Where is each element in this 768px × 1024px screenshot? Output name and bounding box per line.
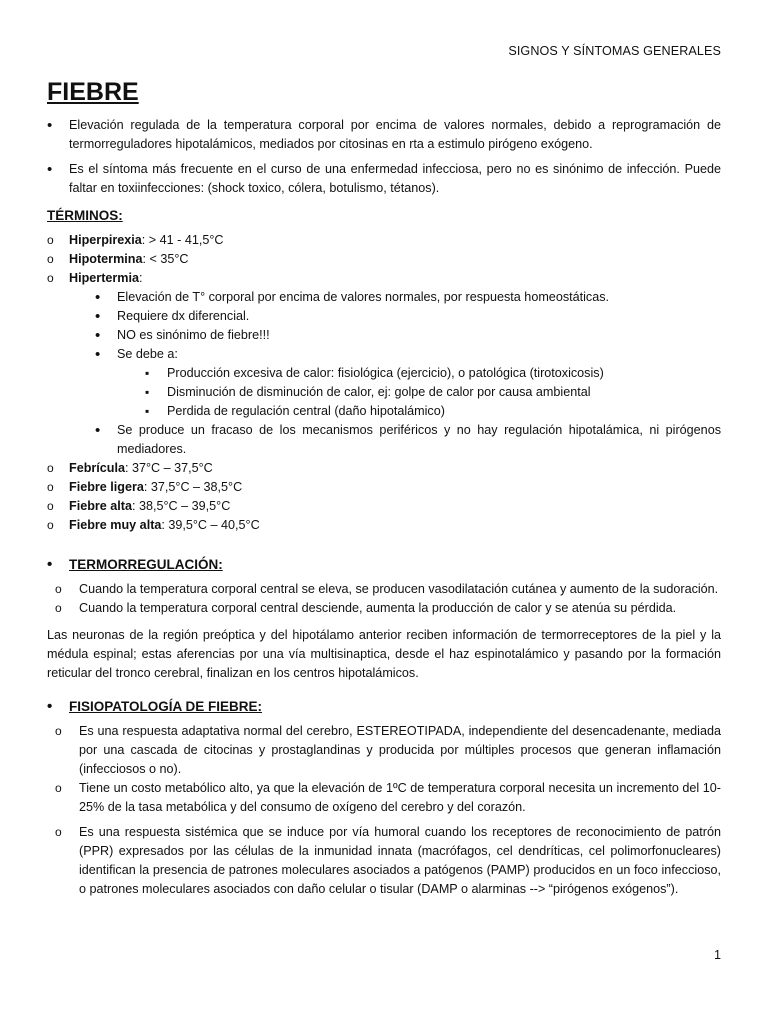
termorregulacion-paragraph: Las neuronas de la región preóptica y del hipotálamo anterior reciben información de termorreceptores de la piel y la médula espinal; estas aferencias por una vía multisinaptica, desde el haz espinotalámico y pasando por la formación reticular del tronco cerebral, finalizan en los centros hipotalámicos. <box>47 628 721 680</box>
circle-bullet-icon <box>47 459 63 478</box>
circle-bullet-icon <box>47 478 63 497</box>
sub-item: • Se produce un fracaso de los mecanismos periféricos y no hay regulación hipotalámica, ni pirógenos mediadores. <box>95 421 721 459</box>
square-bullet-icon <box>145 402 161 421</box>
term-item: o Hipotermina: < 35°C <box>47 250 721 269</box>
square-bullet-icon <box>145 383 161 402</box>
circle-bullet-icon <box>47 516 63 535</box>
hipertermia-sublist <box>95 288 721 459</box>
circle-bullet-icon <box>55 823 71 842</box>
term-item: o Hipertermia: • Elevación de T° corporal por encima de valores normales, por respuesta homeostáticas. • Requiere dx diferencial. • NO es sinónimo de fiebre!!! • Se debe a: ▪ Producción excesiva de calor: fisiológica (ejercicio), o patológica (tirotoxicosis) ▪ Disminución de disminución de calor, ej: golpe de calor por causa ambiental ▪ Perdida de regulación central (daño hipotalámico) • Se produce un fracaso de los mecanismos periféricos y no hay regulación hipotalámica, ni pirógenos mediadores. <box>47 269 721 459</box>
intro-list <box>47 116 721 198</box>
bullet-icon <box>95 288 111 308</box>
circle-bullet-icon <box>55 722 71 741</box>
circle-bullet-icon <box>47 250 63 269</box>
terminos-heading: TÉRMINOS: <box>47 208 123 223</box>
bullet-icon <box>95 421 111 441</box>
bullet-icon <box>47 697 63 716</box>
fisiopatologia-list <box>55 722 721 899</box>
bullet-icon <box>95 345 111 365</box>
bullet-icon <box>95 326 111 346</box>
term-item: o Fiebre muy alta: 39,5°C – 40,5°C <box>47 516 721 535</box>
page-title: FIEBRE <box>47 78 139 106</box>
cause-item: ▪ Perdida de regulación central (daño hipotalámico) <box>145 402 721 421</box>
bullet-icon <box>47 555 63 574</box>
circle-bullet-icon <box>55 580 71 599</box>
termorregulacion-heading: • TERMORREGULACIÓN: <box>47 555 721 574</box>
list-item: o Cuando la temperatura corporal central se eleva, se producen vasodilatación cutánea y aumento de la sudoración. <box>55 580 721 599</box>
circle-bullet-icon <box>55 599 71 618</box>
sub-item: • NO es sinónimo de fiebre!!! <box>95 326 721 345</box>
causes-sublist <box>145 364 721 421</box>
terminos-list <box>47 231 721 535</box>
circle-bullet-icon <box>47 269 63 288</box>
cause-item: ▪ Producción excesiva de calor: fisiológica (ejercicio), o patológica (tirotoxicosis) <box>145 364 721 383</box>
sub-item: • Requiere dx diferencial. <box>95 307 721 326</box>
fisiopatologia-heading: • FISIOPATOLOGÍA DE FIEBRE: <box>47 697 721 716</box>
running-header: SIGNOS Y SÍNTOMAS GENERALES <box>508 44 721 58</box>
intro-item: • Elevación regulada de la temperatura corporal por encima de valores normales, debido a reprogramación de termorreguladores hipotalámicos, mediados por citosinas en rta a estimulo pirógeno exógeno. <box>47 116 721 154</box>
term-item: o Hiperpirexia: > 41 - 41,5°C <box>47 231 721 250</box>
term-item: o Fiebre alta: 38,5°C – 39,5°C <box>47 497 721 516</box>
sub-item: • Se debe a: ▪ Producción excesiva de calor: fisiológica (ejercicio), o patológica (tirotoxicosis) ▪ Disminución de disminución de calor, ej: golpe de calor por causa ambiental ▪ Perdida de regulación central (daño hipotalámico) <box>95 345 721 421</box>
bullet-icon <box>47 160 63 180</box>
term-item: o Febrícula: 37°C – 37,5°C <box>47 459 721 478</box>
list-item: o Tiene un costo metabólico alto, ya que la elevación de 1ºC de temperatura corporal necesita un incremento del 10-25% de la tasa metabólica y del consumo de oxígeno del cerebro y del corazón. <box>55 779 721 817</box>
list-item: o Es una respuesta sistémica que se induce por vía humoral cuando los receptores de reconocimiento de patrón (PPR) expresados por las células de la inmunidad innata (macrófagos, cel dendríticas, cel polimorfonucleares) identifican la presencia de patrones moleculares asociados a patógenos (PAMP) producidos en un foco infeccioso, o patrones moleculares asociados con daño celular o tisular (DAMP o alarminas --> “pirógenos exógenos”). <box>55 823 721 899</box>
circle-bullet-icon <box>55 779 71 798</box>
list-item: o Cuando la temperatura corporal central desciende, aumenta la producción de calor y se atenúa su pérdida. <box>55 599 721 618</box>
circle-bullet-icon <box>47 231 63 250</box>
term-item: o Fiebre ligera: 37,5°C – 38,5°C <box>47 478 721 497</box>
bullet-icon <box>47 116 63 136</box>
list-item: o Es una respuesta adaptativa normal del cerebro, ESTEREOTIPADA, independiente del desencadenante, mediada por una cascada de citocinas y prostaglandinas y producida por múltiples procesos que generan inflamación (infecciosos o no). <box>55 722 721 779</box>
sub-item: • Elevación de T° corporal por encima de valores normales, por respuesta homeostáticas. <box>95 288 721 307</box>
intro-item: • Es el síntoma más frecuente en el curso de una enfermedad infecciosa, pero no es sinónimo de infección. Puede faltar en toxiinfecciones: (shock toxico, cólera, botulismo, tétanos). <box>47 160 721 198</box>
circle-bullet-icon <box>47 497 63 516</box>
page-number: 1 <box>713 948 721 962</box>
cause-item: ▪ Disminución de disminución de calor, ej: golpe de calor por causa ambiental <box>145 383 721 402</box>
page-content <box>47 76 721 899</box>
square-bullet-icon <box>145 364 161 383</box>
bullet-icon <box>95 307 111 327</box>
termorregulacion-list <box>55 580 721 618</box>
